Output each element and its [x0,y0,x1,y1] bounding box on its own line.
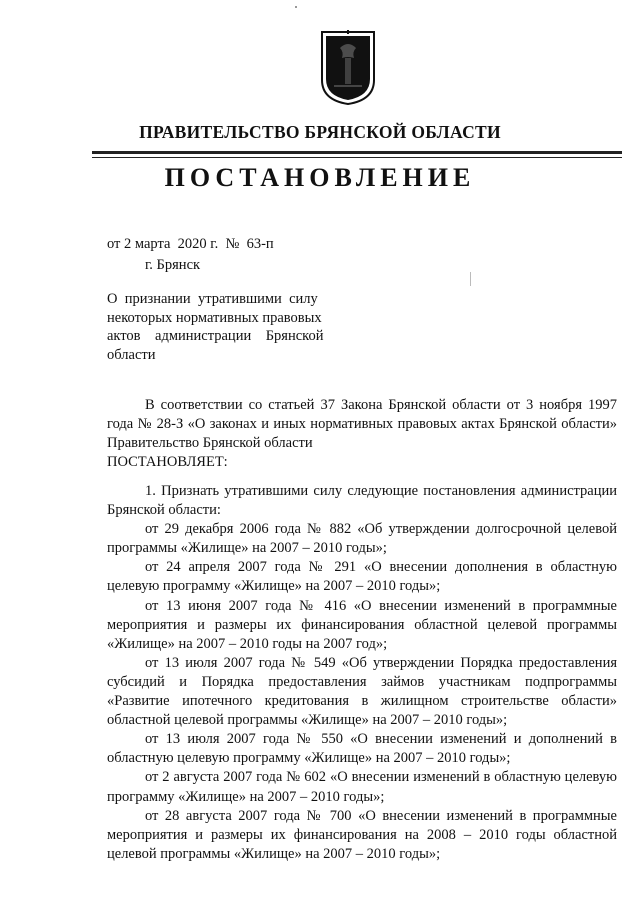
subject-line: некоторых нормативных правовых [107,309,322,326]
paragraph: 1. Признать утратившими силу следующие постановления администрации Брянской области: [107,483,617,519]
preamble-text: В соответствии со статьей 37 Закона Брянской области от 3 ноября 1997 года № 28-З «О законах и иных нормативных правовых актах Брянской области» Правительство Брянской области [107,397,617,451]
preamble [107,396,617,472]
resolves-word: ПОСТАНОВЛЯЕТ: [107,454,228,470]
paragraph: от 29 декабря 2006 года № 882 «Об утверждении долгосрочной целевой программы «Жилище» на 2007 – 2010 годы»; [107,521,617,557]
document-type: ПОСТАНОВЛЕНИЕ [164,163,476,192]
subject-line: О признании утратившими силу [107,291,318,307]
date-and-number: от 2 марта 2020 г. № 63-п [107,236,274,252]
header-rule-thick [92,151,622,154]
subject-line: области [107,346,156,363]
scan-speck [295,6,297,8]
paragraph: от 13 июля 2007 года № 550 «О внесении изменений и дополнений в областную целевую программу «Жилище» на 2007 – 2010 годы»; [107,731,617,767]
scan-mark [470,272,471,286]
paragraph: от 24 апреля 2007 года № 291 «О внесении дополнения в областную целевую программу «Жилище» на 2007 – 2010 годы»; [107,559,617,595]
paragraph: от 28 августа 2007 года № 700 «О внесении изменений в программные мероприятия и размеры их финансирования на 2008 – 2010 годы областной целевой программы «Жилище» на 2007 – 2010 годы»; [107,807,617,862]
resolution-body [107,482,617,864]
paragraph: от 2 августа 2007 года № 602 «О внесении изменений в областную целевую программу «Жилище» на 2007 – 2010 годы»; [107,769,617,805]
city: г. Брянск [145,257,201,273]
document-subject [107,290,337,364]
coat-of-arms-icon [318,28,378,106]
header-rule-thin [92,157,622,158]
organization-name: ПРАВИТЕЛЬСТВО БРЯНСКОЙ ОБЛАСТИ [139,122,501,142]
subject-line: актов администрации Брянской [107,328,324,344]
paragraph: от 13 июня 2007 года № 416 «О внесении изменений в программные мероприятия и размеры их финансирования областной целевой программы «Жилище» на 2007 – 2010 годы на 2007 год»; [107,597,617,652]
paragraph: от 13 июля 2007 года № 549 «Об утверждении Порядка предоставления субсидий и Порядка предоставления займов участникам подпрограммы «Развитие ипотечного кредитования в жилищном строительстве области» областной целевой программы «Жилище» на 2007 – 2010 годы»; [107,654,617,729]
